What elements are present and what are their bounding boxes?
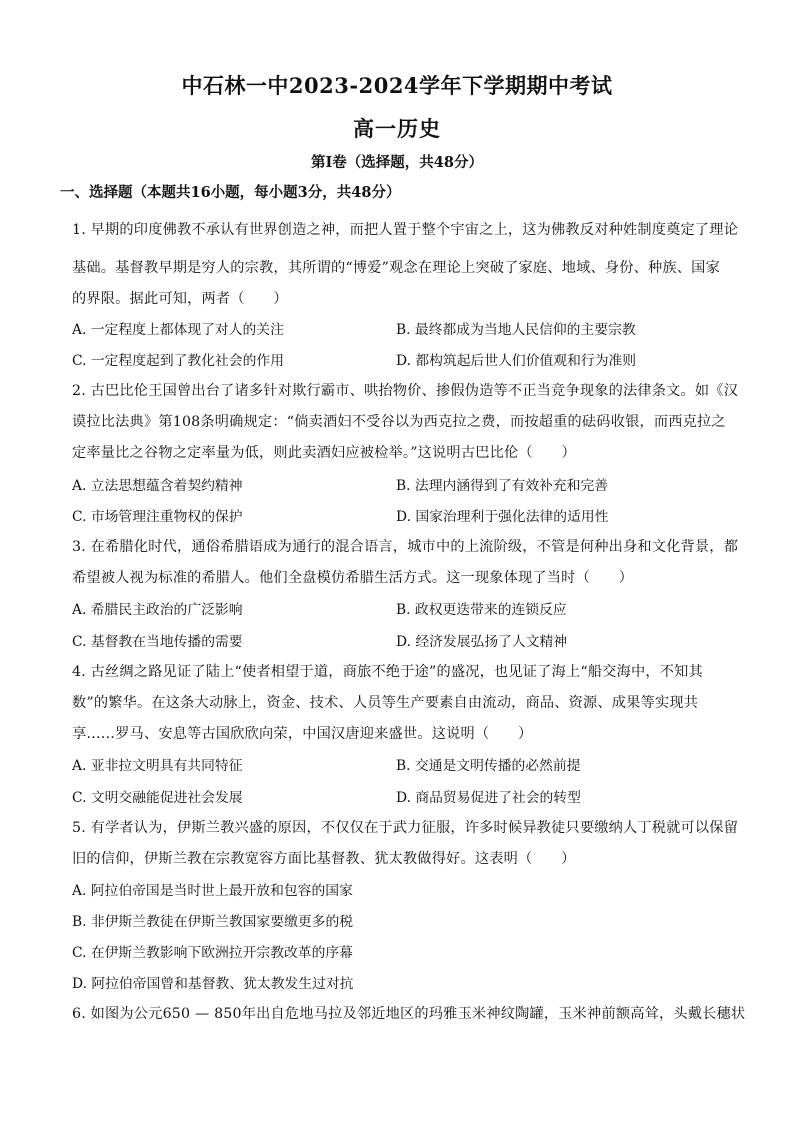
question-text-line: 希望被人视为标准的希腊人。他们全盘模仿希腊生活方式。这一现象体现了当时（ ） — [72, 570, 634, 586]
question-text-line: 5. 有学者认为，伊斯兰教兴盛的原因，不仅仅在于武力征服，许多时候异教徒只要缴纳人丁税就可以保留 — [72, 820, 739, 836]
question-text-line: 享……罗马、安息等古国欣欣向荣，中国汉唐迎来盛世。这说明（ ） — [72, 726, 533, 742]
option-a[interactable]: A. 一定程度上都体现了对人的关注 — [72, 322, 284, 338]
option-a[interactable]: A. 希腊民主政治的广泛影响 — [72, 602, 243, 618]
question-text-line: 2. 古巴比伦王国曾出台了诸多针对欺行霸市、哄抬物价、掺假伪造等不正当竞争现象的法律条文。如《汉 — [72, 383, 739, 399]
option-b[interactable]: B. 法理内涵得到了有效补充和完善 — [396, 478, 609, 494]
option-b[interactable]: B. 最终都成为当地人民信仰的主要宗教 — [396, 322, 636, 338]
option-d[interactable]: D. 商品贸易促进了社会的转型 — [396, 790, 581, 806]
option-b[interactable]: B. 交通是文明传播的必然前提 — [396, 758, 581, 774]
question-text-line: 定率量比之谷物之定率量为低，则此卖酒妇应被检举。”这说明古巴比伦（ ） — [72, 445, 576, 461]
option-d[interactable]: D. 都构筑起后世人们价值观和行为准则 — [396, 353, 637, 369]
section-heading: 一、选择题（本题共16小题，每小题3分，共48分） — [60, 184, 401, 201]
question-text-line: 3. 在希腊化时代，通俗希腊语成为通行的混合语言，城市中的上流阶级，不管是何种出身和文化背景，都 — [72, 539, 739, 555]
question-text-line: 基础。基督教早期是穷人的宗教，其所谓的“博爱”观念在理论上突破了家庭、地域、身份、种族、国家 — [72, 260, 720, 276]
question-text-line: 谟拉比法典》第108条明确规定：“倘卖酒妇不受谷以为西克拉之费，而按超重的砝码收银，而西克拉之 — [72, 414, 726, 430]
option-b[interactable]: B. 非伊斯兰教徒在伊斯兰教国家要缴更多的税 — [72, 914, 354, 930]
option-d[interactable]: D. 国家治理利于强化法律的适用性 — [396, 509, 609, 525]
option-c[interactable]: C. 一定程度起到了教化社会的作用 — [72, 353, 284, 369]
option-c[interactable]: C. 文明交融能促进社会发展 — [72, 790, 243, 806]
question-text-line: 1. 早期的印度佛教不承认有世界创造之神，而把人置于整个宇宙之上，这为佛教反对种姓制度奠定了理论 — [72, 222, 739, 238]
option-c[interactable]: C. 在伊斯兰教影响下欧洲拉开宗教改革的序幕 — [72, 945, 353, 961]
option-a[interactable]: A. 亚非拉文明具有共同特征 — [72, 758, 243, 774]
option-b[interactable]: B. 政权更迭带来的连锁反应 — [396, 602, 567, 618]
option-a[interactable]: A. 立法思想蕴含着契约精神 — [72, 478, 243, 494]
part-heading: 第Ⅰ卷（选择题，共48分） — [311, 154, 483, 171]
option-d[interactable]: D. 经济发展弘扬了人文精神 — [396, 634, 568, 650]
option-c[interactable]: C. 市场管理注重物权的保护 — [72, 509, 243, 525]
option-c[interactable]: C. 基督教在当地传播的需要 — [72, 634, 243, 650]
option-a[interactable]: A. 阿拉伯帝国是当时世上最开放和包容的国家 — [72, 883, 353, 899]
option-d[interactable]: D. 阿拉伯帝国曾和基督教、犹太教发生过对抗 — [72, 976, 354, 992]
exam-title: 中石林一中2023-2024学年下学期期中考试 — [181, 73, 613, 98]
question-text-line: 数”的繁华。在这条大动脉上，资金、技术、人员等生产要素自由流动，商品、资源、成果等实现共 — [72, 695, 699, 711]
question-text-line: 旧的信仰，伊斯兰教在宗教宽容方面比基督教、犹太教做得好。这表明（ ） — [72, 851, 576, 867]
subject-title: 高一历史 — [353, 116, 441, 141]
question-text-line: 4. 古丝绸之路见证了陆上“使者相望于道，商旅不绝于途”的盛况，也见证了海上“船交海中，不知其 — [72, 664, 703, 680]
question-text-line: 6. 如图为公元650 — 850年出自危地马拉及邻近地区的玛雅玉米神纹陶罐，玉米神前额高耸，头戴长穗状 — [72, 1006, 746, 1022]
question-text-line: 的界限。据此可知，两者（ ） — [72, 291, 288, 307]
